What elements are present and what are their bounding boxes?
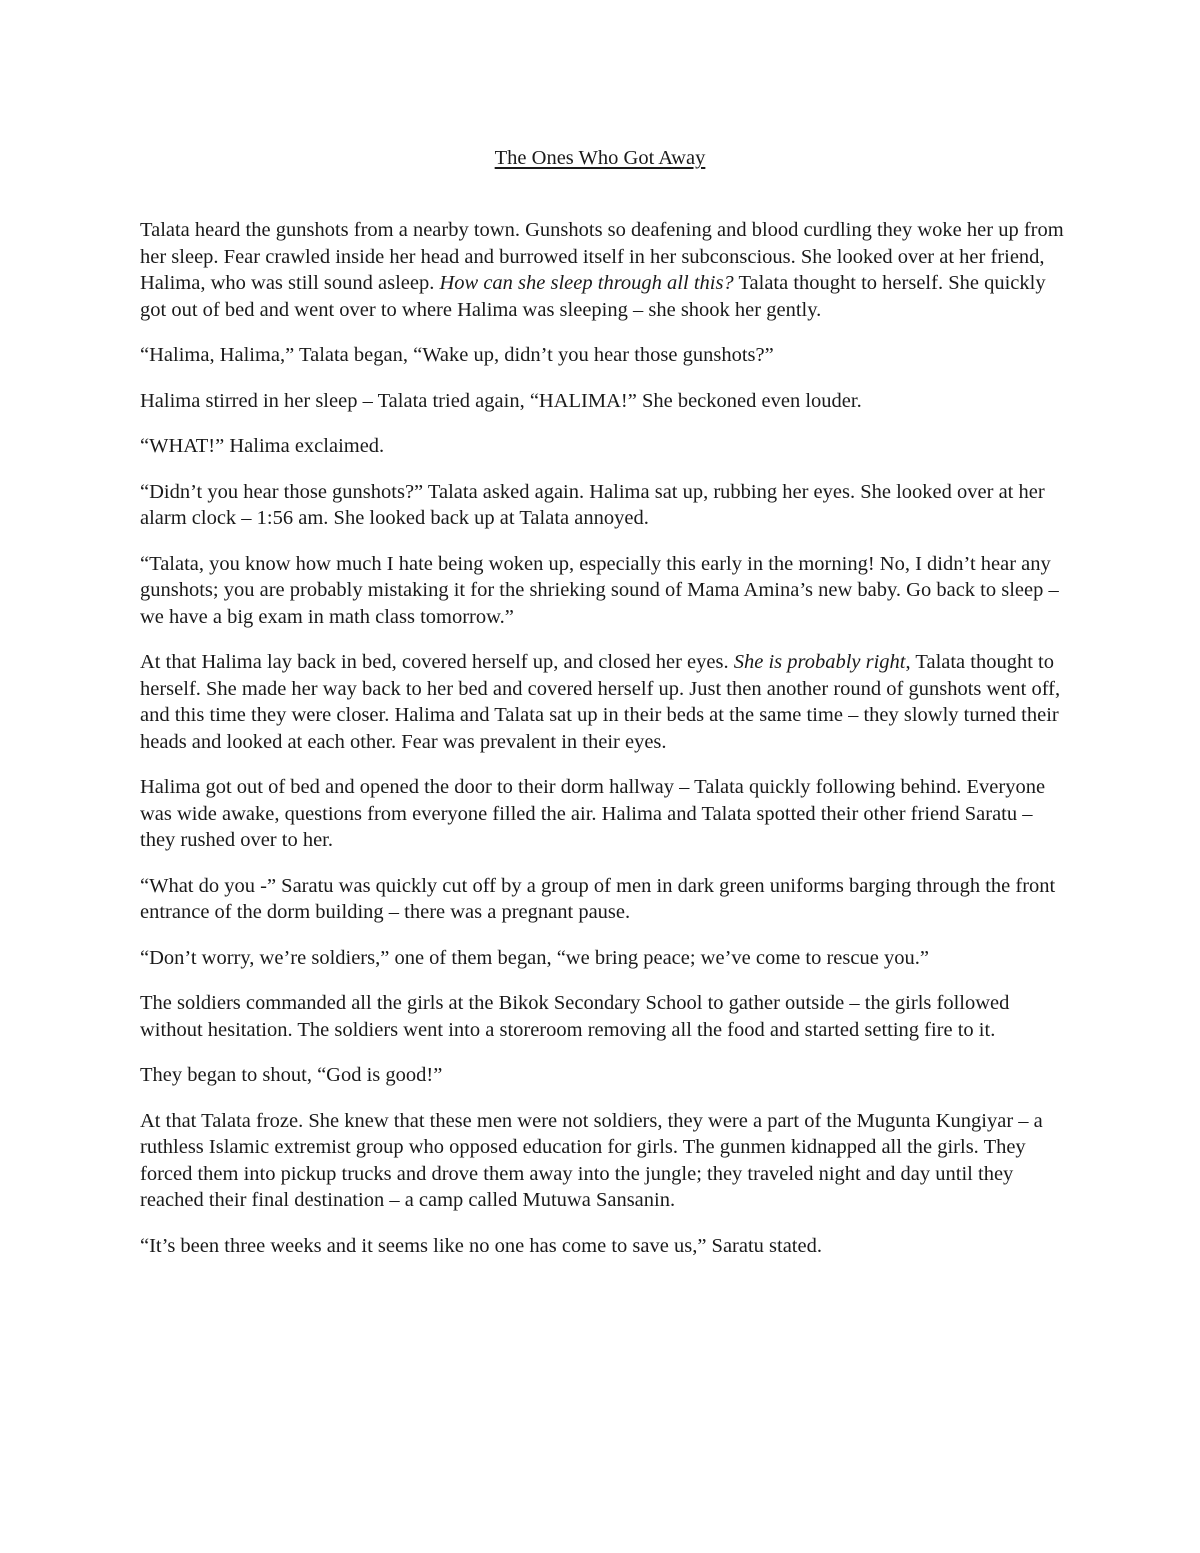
paragraph-text: At that Halima lay back in bed, covered herself up, and closed her eyes. bbox=[140, 651, 734, 673]
italic-thought: How can she sleep through all this? bbox=[439, 272, 734, 294]
paragraph: “Didn’t you hear those gunshots?” Talata asked again. Halima sat up, rubbing her eyes. She looked over at her alarm clock – 1:56 am. She looked back up at Talata annoyed. bbox=[140, 480, 1045, 529]
paragraph-text: , Talata thought to herself. She made her way back to her bed and covered herself up. Just then another round of gunshots went off, and this time they were closer. Halima and Talata sat up in their beds at the same time – they slowly turned their heads and looked at each other. Fear was prevalent in their eyes. bbox=[140, 651, 1061, 753]
paragraph: “What do you -” Saratu was quickly cut off by a group of men in dark green uniforms barging through the front entrance of the dorm building – there was a pregnant pause. bbox=[140, 874, 1056, 923]
paragraph-text: Talata heard the gunshots from a nearby town. Gunshots so deafening and blood curdling they woke her up from her sleep. Fear crawled inside her head and burrowed itself in her subconscious. She looked over at her friend, Halima, who was still sound asleep. bbox=[140, 219, 1064, 294]
paragraph: The soldiers commanded all the girls at the Bikok Secondary School to gather outside – the girls followed without hesitation. The soldiers went into a storeroom removing all the food and started setting fire to it. bbox=[140, 992, 1010, 1041]
paragraph bbox=[140, 649, 1065, 755]
paragraph: “Halima, Halima,” Talata began, “Wake up, didn’t you hear those gunshots?” bbox=[140, 344, 774, 366]
paragraph bbox=[140, 217, 1065, 323]
paragraph: “It’s been three weeks and it seems like no one has come to save us,” Saratu stated. bbox=[140, 1234, 822, 1257]
document-body bbox=[140, 217, 1065, 1278]
paragraph: They began to shout, “God is good!” bbox=[140, 1064, 443, 1086]
paragraph: At that Talata froze. She knew that these men were not soldiers, they were a part of the Mugunta Kungiyar – a ruthless Islamic extremist group who opposed education for girls. The gunmen kidnapped all the girls. They forced them into pickup trucks and drove them away into the jungle; they traveled night and day until they reached their final destination – a camp called Mutuwa Sansanin. bbox=[140, 1109, 1043, 1211]
paragraph: “Talata, you know how much I hate being woken up, especially this early in the morning! No, I didn’t hear any gunshots; you are probably mistaking it for the shrieking sound of Mama Amina’s new baby. Go back to sleep – we have a big exam in math class tomorrow.” bbox=[140, 552, 1059, 628]
document-title: The Ones Who Got Away bbox=[494, 147, 706, 169]
italic-thought: She is probably right bbox=[733, 651, 906, 673]
paragraph: Halima stirred in her sleep – Talata tried again, “HALIMA!” She beckoned even louder. bbox=[140, 389, 862, 412]
paragraph-text: Talata thought to herself. She quickly got out of bed and went over to where Halima was sleeping – she shook her gently. bbox=[140, 272, 1046, 321]
paragraph: “Don’t worry, we’re soldiers,” one of them began, “we bring peace; we’ve come to rescue you.” bbox=[140, 946, 929, 969]
paragraph: “WHAT!” Halima exclaimed. bbox=[140, 435, 385, 457]
paragraph: Halima got out of bed and opened the door to their dorm hallway – Talata quickly following behind. Everyone was wide awake, questions from everyone filled the air. Halima and Talata spotted their other friend Saratu – they rushed over to her. bbox=[140, 776, 1046, 851]
